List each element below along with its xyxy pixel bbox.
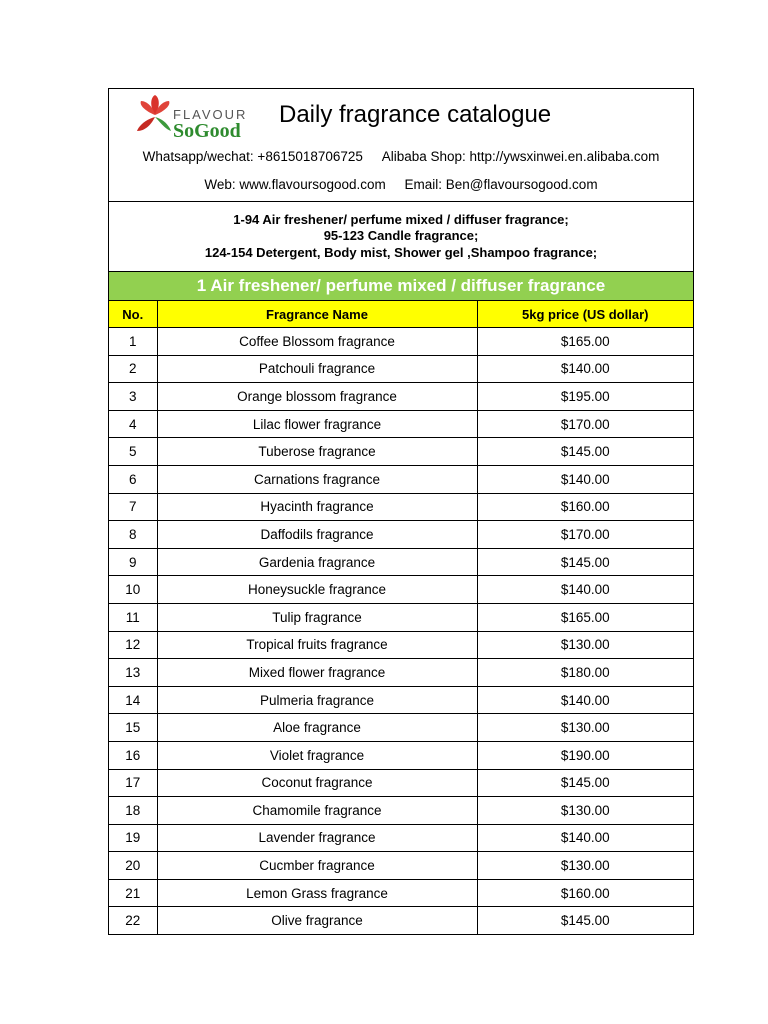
cell-price: $140.00 <box>477 576 693 604</box>
table-row <box>109 603 693 631</box>
cell-price: $130.00 <box>477 631 693 659</box>
cell-number: 14 <box>109 686 157 714</box>
cell-number: 2 <box>109 355 157 383</box>
cell-fragrance-name: Aloe fragrance <box>157 714 477 742</box>
cell-price: $130.00 <box>477 714 693 742</box>
cell-number: 20 <box>109 852 157 880</box>
cell-number: 16 <box>109 741 157 769</box>
cell-number: 10 <box>109 576 157 604</box>
cell-fragrance-name: Carnations fragrance <box>157 465 477 493</box>
cell-fragrance-name: Patchouli fragrance <box>157 355 477 383</box>
table-header-row <box>109 301 693 328</box>
cell-number: 18 <box>109 797 157 825</box>
cell-number: 1 <box>109 328 157 356</box>
logo-brand-text: SoGood <box>173 120 241 142</box>
catalogue-header <box>109 89 693 202</box>
cell-fragrance-name: Mixed flower fragrance <box>157 659 477 687</box>
cell-number: 9 <box>109 548 157 576</box>
flower-logo-icon <box>135 93 175 137</box>
cell-fragrance-name: Coffee Blossom fragrance <box>157 328 477 356</box>
cell-price: $160.00 <box>477 879 693 907</box>
whatsapp-contact: Whatsapp/wechat: +8615018706725 <box>142 149 363 164</box>
cell-number: 22 <box>109 907 157 934</box>
summary-line: 124-154 Detergent, Body mist, Shower gel ,Shampoo fragrance; <box>204 244 598 260</box>
cell-number: 15 <box>109 714 157 742</box>
table-row <box>109 355 693 383</box>
cell-fragrance-name: Lavender fragrance <box>157 824 477 852</box>
cell-number: 6 <box>109 465 157 493</box>
cell-fragrance-name: Cucmber fragrance <box>157 852 477 880</box>
cell-fragrance-name: Tuberose fragrance <box>157 438 477 466</box>
cell-price: $195.00 <box>477 383 693 411</box>
cell-fragrance-name: Violet fragrance <box>157 741 477 769</box>
cell-number: 3 <box>109 383 157 411</box>
cell-price: $170.00 <box>477 410 693 438</box>
cell-number: 12 <box>109 631 157 659</box>
cell-price: $140.00 <box>477 824 693 852</box>
alibaba-shop-link[interactable]: Alibaba Shop: http://ywsxinwei.en.alibaba.com <box>381 149 660 164</box>
cell-price: $145.00 <box>477 438 693 466</box>
table-row <box>109 714 693 742</box>
cell-fragrance-name: Lilac flower fragrance <box>157 410 477 438</box>
cell-number: 7 <box>109 493 157 521</box>
cell-number: 13 <box>109 659 157 687</box>
cell-fragrance-name: Pulmeria fragrance <box>157 686 477 714</box>
cell-price: $165.00 <box>477 603 693 631</box>
cell-fragrance-name: Tulip fragrance <box>157 603 477 631</box>
summary-line: 95-123 Candle fragrance; <box>323 228 479 244</box>
table-row <box>109 659 693 687</box>
logo-flavour-text: FLAVOUR <box>173 107 248 122</box>
cell-price: $130.00 <box>477 797 693 825</box>
table-row <box>109 328 693 356</box>
cell-price: $180.00 <box>477 659 693 687</box>
table-row <box>109 465 693 493</box>
cell-number: 4 <box>109 410 157 438</box>
cell-price: $160.00 <box>477 493 693 521</box>
table-row <box>109 852 693 880</box>
cell-price: $145.00 <box>477 769 693 797</box>
cell-price: $165.00 <box>477 328 693 356</box>
cell-number: 5 <box>109 438 157 466</box>
section-title: 1 Air freshener/ perfume mixed / diffuser fragrance <box>109 272 693 301</box>
category-summary <box>109 202 693 272</box>
cell-price: $140.00 <box>477 355 693 383</box>
column-header-no: No. <box>109 301 157 328</box>
email-link[interactable]: Email: Ben@flavoursogood.com <box>404 177 598 192</box>
cell-price: $190.00 <box>477 741 693 769</box>
column-header-price: 5kg price (US dollar) <box>477 301 693 328</box>
contact-line-1 <box>109 149 693 164</box>
page-title: Daily fragrance catalogue <box>279 101 552 128</box>
cell-number: 21 <box>109 879 157 907</box>
table-row <box>109 879 693 907</box>
table-row <box>109 769 693 797</box>
table-row <box>109 797 693 825</box>
table-row <box>109 907 693 934</box>
table-row <box>109 686 693 714</box>
cell-fragrance-name: Tropical fruits fragrance <box>157 631 477 659</box>
contact-line-2 <box>109 177 693 192</box>
column-header-name: Fragrance Name <box>157 301 477 328</box>
cell-fragrance-name: Lemon Grass fragrance <box>157 879 477 907</box>
cell-number: 19 <box>109 824 157 852</box>
catalogue-sheet <box>108 88 694 935</box>
cell-fragrance-name: Orange blossom fragrance <box>157 383 477 411</box>
cell-fragrance-name: Hyacinth fragrance <box>157 493 477 521</box>
table-row <box>109 576 693 604</box>
cell-price: $170.00 <box>477 521 693 549</box>
cell-fragrance-name: Honeysuckle fragrance <box>157 576 477 604</box>
cell-number: 11 <box>109 603 157 631</box>
table-row <box>109 410 693 438</box>
cell-fragrance-name: Gardenia fragrance <box>157 548 477 576</box>
cell-fragrance-name: Daffodils fragrance <box>157 521 477 549</box>
cell-fragrance-name: Coconut fragrance <box>157 769 477 797</box>
website-link[interactable]: Web: www.flavoursogood.com <box>204 177 386 192</box>
flavour-sogood-logo <box>135 93 247 143</box>
table-row <box>109 548 693 576</box>
table-row <box>109 438 693 466</box>
table-row <box>109 383 693 411</box>
summary-line: 1-94 Air freshener/ perfume mixed / diffuser fragrance; <box>233 211 569 227</box>
cell-price: $145.00 <box>477 907 693 934</box>
fragrance-table <box>109 301 693 934</box>
table-row <box>109 521 693 549</box>
cell-number: 17 <box>109 769 157 797</box>
table-row <box>109 631 693 659</box>
table-row <box>109 493 693 521</box>
cell-price: $140.00 <box>477 686 693 714</box>
cell-fragrance-name: Olive fragrance <box>157 907 477 934</box>
cell-number: 8 <box>109 521 157 549</box>
cell-fragrance-name: Chamomile fragrance <box>157 797 477 825</box>
cell-price: $140.00 <box>477 465 693 493</box>
cell-price: $145.00 <box>477 548 693 576</box>
table-row <box>109 824 693 852</box>
table-row <box>109 741 693 769</box>
cell-price: $130.00 <box>477 852 693 880</box>
